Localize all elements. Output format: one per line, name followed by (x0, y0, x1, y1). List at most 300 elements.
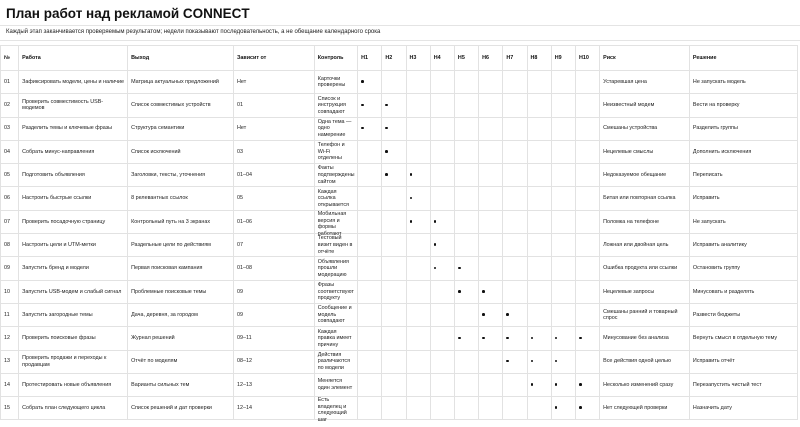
week-cell-3 (406, 373, 430, 396)
row-risk-text: Ошибка продукта или ссылки (603, 265, 678, 272)
col-header-output: Выход (128, 46, 234, 71)
week-cell-5 (454, 164, 478, 187)
row-task (19, 303, 128, 326)
row-num-text: 07 (4, 218, 10, 225)
week-cell-2 (382, 71, 406, 94)
week-cell-1 (358, 140, 382, 163)
week-cell-2 (382, 397, 406, 420)
row-depends-text: 01 (237, 102, 244, 109)
table-row (1, 280, 798, 303)
row-output-text: Список исключений (131, 148, 181, 155)
row-depends-text: 09 (237, 288, 244, 295)
page-subtitle: Каждый этап заканчивается проверяемым результатом; недели показывают последовательность, а не обещание календарного срока (6, 29, 381, 35)
row-task-text: Проверить совместимость USB-модемов (22, 98, 104, 112)
row-task-text: Собрать минус-направления (22, 148, 95, 155)
table-row (1, 303, 798, 326)
week-cell-7 (503, 71, 527, 94)
row-decision (689, 210, 797, 233)
row-num-text: 01 (4, 78, 10, 85)
week-cell-5 (454, 140, 478, 163)
row-decision (689, 373, 797, 396)
week-cell-7 (503, 117, 527, 140)
week-cell-8 (527, 117, 551, 140)
week-cell-5 (454, 234, 478, 257)
week-cell-1 (358, 187, 382, 210)
row-num-text: 15 (4, 405, 10, 411)
row-output (128, 257, 234, 280)
row-output (128, 210, 234, 233)
row-task-text: Собрать план следующего цикла (22, 405, 106, 411)
row-depends-text: 09 (237, 311, 244, 318)
row-risk-text: Минусование без анализа (603, 335, 669, 342)
week-cell-9 (551, 187, 575, 210)
row-output-text: 8 релевантных ссылок (131, 195, 188, 202)
row-check-text: Список и инструкция совпадают (317, 95, 346, 115)
row-output (128, 303, 234, 326)
table-header-row (1, 46, 798, 71)
week-cell-8 (527, 187, 551, 210)
row-risk-text: Нецелевые смыслы (603, 148, 654, 155)
row-check-text: Карточки проверены (317, 75, 346, 89)
week-cell-10 (575, 303, 599, 326)
row-risk (600, 234, 690, 257)
week-active-dot (482, 290, 485, 293)
week-cell-1 (358, 327, 382, 350)
row-decision (689, 257, 797, 280)
week-active-dot (434, 220, 437, 223)
week-cell-9 (551, 210, 575, 233)
row-depends-text: 08–12 (237, 358, 253, 365)
row-decision-text: Вести на проверку (692, 102, 740, 109)
week-cell-1 (358, 71, 382, 94)
row-depends (234, 397, 315, 420)
row-output-text: Контрольный путь на 3 экранах (131, 218, 211, 225)
row-num (1, 350, 19, 373)
row-check-text: Действия различаются по модели (317, 351, 350, 371)
row-decision-text: Не запускать модель (692, 78, 746, 85)
week-cell-6 (479, 210, 503, 233)
week-cell-2 (382, 280, 406, 303)
week-cell-3 (406, 71, 430, 94)
row-depends-text: 01–04 (237, 172, 253, 179)
week-cell-8 (527, 71, 551, 94)
row-task-text: Запустить USB-модем и слабый сигнал (22, 288, 122, 295)
col-header-week-9: Н9 (551, 46, 575, 71)
week-cell-3 (406, 210, 430, 233)
row-num-text: 05 (4, 172, 10, 179)
week-cell-3 (406, 303, 430, 326)
row-output-text: Матрица актуальных предложений (131, 78, 219, 85)
row-risk-text: Несколько изменений сразу (603, 381, 674, 388)
week-cell-6 (479, 94, 503, 117)
week-cell-8 (527, 234, 551, 257)
row-output (128, 71, 234, 94)
week-active-dot (361, 104, 364, 107)
row-decision-text: Исправить отчёт (692, 358, 735, 365)
row-task (19, 397, 128, 420)
week-cell-8 (527, 164, 551, 187)
row-output (128, 140, 234, 163)
row-depends (234, 373, 315, 396)
week-cell-4 (430, 280, 454, 303)
week-cell-2 (382, 373, 406, 396)
row-task (19, 164, 128, 187)
week-cell-8 (527, 94, 551, 117)
week-active-dot (482, 313, 485, 316)
row-risk-text: Битая или повторная ссылка (603, 195, 676, 202)
row-task (19, 327, 128, 350)
week-cell-1 (358, 373, 382, 396)
row-depends-text: Нет (237, 78, 247, 85)
table-row (1, 234, 798, 257)
row-check-text: Тестовый визит виден в отчёте (317, 235, 353, 255)
week-cell-5 (454, 280, 478, 303)
row-decision-text: Перезапустить чистый тест (692, 381, 762, 388)
row-output (128, 94, 234, 117)
week-cell-10 (575, 373, 599, 396)
row-num (1, 210, 19, 233)
week-cell-7 (503, 94, 527, 117)
week-cell-7 (503, 303, 527, 326)
row-output (128, 117, 234, 140)
page-title: План работ над рекламой CONNECT (6, 6, 250, 21)
row-depends (234, 187, 315, 210)
week-active-dot (385, 173, 388, 176)
week-cell-5 (454, 94, 478, 117)
row-risk-text: Ложная или двойная цель (603, 241, 669, 248)
week-cell-5 (454, 71, 478, 94)
row-risk-text: Поломка на телефоне (603, 218, 660, 225)
row-risk-text: Смешаны ранний и товарный спрос (603, 308, 678, 322)
week-cell-6 (479, 187, 503, 210)
row-task (19, 280, 128, 303)
week-active-dot (361, 127, 364, 130)
row-task (19, 94, 128, 117)
row-depends-text: 07 (237, 241, 244, 248)
row-check (314, 280, 357, 303)
table-row (1, 257, 798, 280)
row-risk (600, 71, 690, 94)
week-active-dot (506, 360, 509, 363)
row-output-text: Заголовки, тексты, уточнения (131, 172, 206, 179)
row-depends-text: 09–11 (237, 335, 252, 342)
row-num-text: 06 (4, 195, 10, 202)
week-active-dot (555, 337, 558, 340)
row-check (314, 373, 357, 396)
week-active-dot (410, 173, 413, 176)
week-cell-7 (503, 257, 527, 280)
week-cell-5 (454, 257, 478, 280)
row-num-text: 09 (4, 265, 10, 272)
row-output (128, 164, 234, 187)
row-decision (689, 117, 797, 140)
row-check (314, 350, 357, 373)
table-row (1, 140, 798, 163)
row-risk (600, 140, 690, 163)
row-check-text: Меняется один элемент (317, 378, 353, 391)
row-task (19, 187, 128, 210)
col-header-week-5: Н5 (454, 46, 478, 71)
row-decision (689, 94, 797, 117)
row-task-text: Проверить посадочную страницу (22, 218, 106, 225)
week-cell-10 (575, 71, 599, 94)
week-cell-4 (430, 164, 454, 187)
week-cell-9 (551, 234, 575, 257)
week-active-dot (531, 337, 534, 340)
row-decision-text: Остановить группу (692, 265, 740, 272)
week-cell-9 (551, 373, 575, 396)
row-check-text: Сообщение и модель совпадают (317, 305, 352, 325)
row-risk (600, 187, 690, 210)
week-cell-7 (503, 373, 527, 396)
row-decision (689, 71, 797, 94)
week-cell-8 (527, 210, 551, 233)
week-active-dot (434, 267, 437, 270)
row-depends-text: 12–13 (237, 381, 253, 388)
row-check-text: Телефон и Wi-Fi отделены (317, 142, 345, 162)
row-risk (600, 257, 690, 280)
row-task-text: Запустить загородные темы (22, 311, 93, 318)
row-depends (234, 210, 315, 233)
week-cell-6 (479, 117, 503, 140)
row-check-text: Каждая правка имеет причину (317, 328, 352, 348)
row-num-text: 14 (4, 381, 10, 388)
week-cell-9 (551, 117, 575, 140)
row-task (19, 71, 128, 94)
col-header-week-10: Н10 (575, 46, 599, 71)
week-cell-6 (479, 303, 503, 326)
row-risk (600, 373, 690, 396)
week-cell-10 (575, 234, 599, 257)
week-cell-5 (454, 187, 478, 210)
week-cell-6 (479, 397, 503, 420)
row-output-text: Проблемные поисковые темы (131, 288, 207, 295)
week-cell-4 (430, 373, 454, 396)
week-cell-4 (430, 327, 454, 350)
week-cell-10 (575, 140, 599, 163)
row-num (1, 140, 19, 163)
row-num (1, 234, 19, 257)
row-output (128, 280, 234, 303)
row-depends (234, 280, 315, 303)
row-task (19, 117, 128, 140)
row-decision (689, 187, 797, 210)
row-decision (689, 140, 797, 163)
row-num (1, 117, 19, 140)
week-cell-4 (430, 397, 454, 420)
week-cell-9 (551, 164, 575, 187)
table-row (1, 350, 798, 373)
week-active-dot (361, 80, 364, 83)
week-cell-1 (358, 257, 382, 280)
row-depends-text: 01–06 (237, 218, 253, 225)
week-cell-4 (430, 140, 454, 163)
week-cell-10 (575, 210, 599, 233)
week-cell-4 (430, 303, 454, 326)
week-cell-6 (479, 140, 503, 163)
week-cell-10 (575, 117, 599, 140)
col-header-week-1: Н1 (358, 46, 382, 71)
week-cell-10 (575, 280, 599, 303)
row-decision-text: Назначить дату (692, 405, 732, 411)
row-decision (689, 280, 797, 303)
week-cell-3 (406, 257, 430, 280)
row-decision-text: Не запускать (692, 218, 726, 225)
col-header-depends: Зависит от (234, 46, 315, 71)
row-output-text: Список совместимых устройств (131, 102, 211, 109)
row-depends-text: 01–08 (237, 265, 253, 272)
week-active-dot (579, 383, 582, 386)
row-num (1, 303, 19, 326)
row-num-text: 13 (4, 358, 10, 365)
row-output-text: Раздельные цели по действиям (131, 241, 211, 248)
week-cell-8 (527, 140, 551, 163)
row-num-text: 02 (4, 102, 10, 109)
week-active-dot (555, 383, 558, 386)
week-active-dot (531, 360, 534, 363)
week-cell-2 (382, 210, 406, 233)
row-depends (234, 117, 315, 140)
row-depends (234, 164, 315, 187)
row-check-text: Объявления прошли модерацию (317, 258, 349, 278)
row-decision (689, 303, 797, 326)
row-num (1, 187, 19, 210)
row-num (1, 257, 19, 280)
row-check (314, 234, 357, 257)
row-decision-text: Развести бюджеты (692, 311, 741, 318)
week-active-dot (458, 337, 461, 340)
row-risk-text: Нецелевые запросы (603, 288, 655, 295)
row-decision-text: Исправить аналитику (692, 241, 747, 248)
week-cell-10 (575, 397, 599, 420)
table-row (1, 164, 798, 187)
week-cell-3 (406, 234, 430, 257)
row-check-text: Есть владелец и следующий шаг (317, 397, 347, 424)
row-task (19, 234, 128, 257)
week-cell-8 (527, 303, 551, 326)
row-task-text: Подготовить объявления (22, 172, 85, 179)
row-decision (689, 327, 797, 350)
week-cell-5 (454, 373, 478, 396)
week-cell-7 (503, 140, 527, 163)
row-task-text: Протестировать новые объявления (22, 381, 112, 388)
row-depends-text: 05 (237, 195, 244, 202)
week-cell-6 (479, 164, 503, 187)
table-row (1, 397, 798, 420)
week-cell-3 (406, 280, 430, 303)
week-cell-5 (454, 327, 478, 350)
row-check (314, 187, 357, 210)
week-cell-4 (430, 350, 454, 373)
week-cell-4 (430, 117, 454, 140)
week-active-dot (410, 197, 413, 200)
week-cell-1 (358, 94, 382, 117)
row-decision (689, 397, 797, 420)
row-risk (600, 210, 690, 233)
row-check (314, 164, 357, 187)
row-depends (234, 140, 315, 163)
row-num (1, 280, 19, 303)
week-cell-2 (382, 140, 406, 163)
week-active-dot (531, 383, 534, 386)
week-cell-10 (575, 327, 599, 350)
row-risk (600, 280, 690, 303)
row-task (19, 257, 128, 280)
row-task (19, 350, 128, 373)
week-cell-6 (479, 373, 503, 396)
week-cell-9 (551, 71, 575, 94)
row-risk-text: Нет следующей проверки (603, 405, 668, 411)
row-task (19, 373, 128, 396)
week-active-dot (458, 267, 461, 270)
week-cell-2 (382, 257, 406, 280)
row-risk (600, 164, 690, 187)
week-cell-7 (503, 210, 527, 233)
row-depends (234, 327, 315, 350)
week-cell-6 (479, 234, 503, 257)
week-cell-4 (430, 94, 454, 117)
row-decision-text: Вернуть смысл в отдельную тему (692, 335, 778, 342)
row-output-text: Отчёт по моделям (131, 358, 178, 365)
row-risk-text: Неизвестный модем (603, 102, 655, 109)
week-cell-2 (382, 94, 406, 117)
week-cell-5 (454, 303, 478, 326)
row-output (128, 373, 234, 396)
week-cell-10 (575, 257, 599, 280)
row-depends-text: 03 (237, 148, 244, 155)
row-task-text: Настроить цели и UTM-метки (22, 241, 96, 248)
week-cell-3 (406, 327, 430, 350)
table-row (1, 187, 798, 210)
week-cell-2 (382, 117, 406, 140)
row-task-text: Проверить продажи и переходы к продавцам (22, 355, 107, 368)
row-decision (689, 350, 797, 373)
week-cell-3 (406, 94, 430, 117)
week-cell-7 (503, 164, 527, 187)
row-check (314, 71, 357, 94)
row-risk (600, 303, 690, 326)
col-header-check: Контроль (314, 46, 357, 71)
week-cell-3 (406, 117, 430, 140)
row-task (19, 140, 128, 163)
row-decision-text: Разделить группы (692, 125, 738, 132)
week-cell-2 (382, 164, 406, 187)
week-cell-9 (551, 140, 575, 163)
row-check-text: Фразы соответствуют продукту (317, 281, 354, 302)
week-cell-9 (551, 350, 575, 373)
week-cell-2 (382, 303, 406, 326)
row-depends-text: Нет (237, 125, 247, 132)
week-active-dot (385, 127, 388, 130)
row-task-text: Зафиксировать модели, цены и наличие (22, 78, 124, 85)
week-active-dot (385, 104, 388, 107)
row-depends (234, 234, 315, 257)
week-cell-9 (551, 257, 575, 280)
row-output (128, 397, 234, 420)
col-header-week-2: Н2 (382, 46, 406, 71)
week-active-dot (555, 406, 558, 409)
week-cell-9 (551, 280, 575, 303)
row-risk-text: Смешаны устройства (603, 125, 658, 132)
col-header-week-8: Н8 (527, 46, 551, 71)
week-cell-7 (503, 327, 527, 350)
row-risk-text: Все действия одной целью (603, 358, 671, 365)
table-row (1, 94, 798, 117)
col-header-decision: Решение (689, 46, 797, 71)
week-cell-7 (503, 234, 527, 257)
row-check-text: Мобильная версия и формы работают (317, 210, 347, 237)
row-depends (234, 71, 315, 94)
